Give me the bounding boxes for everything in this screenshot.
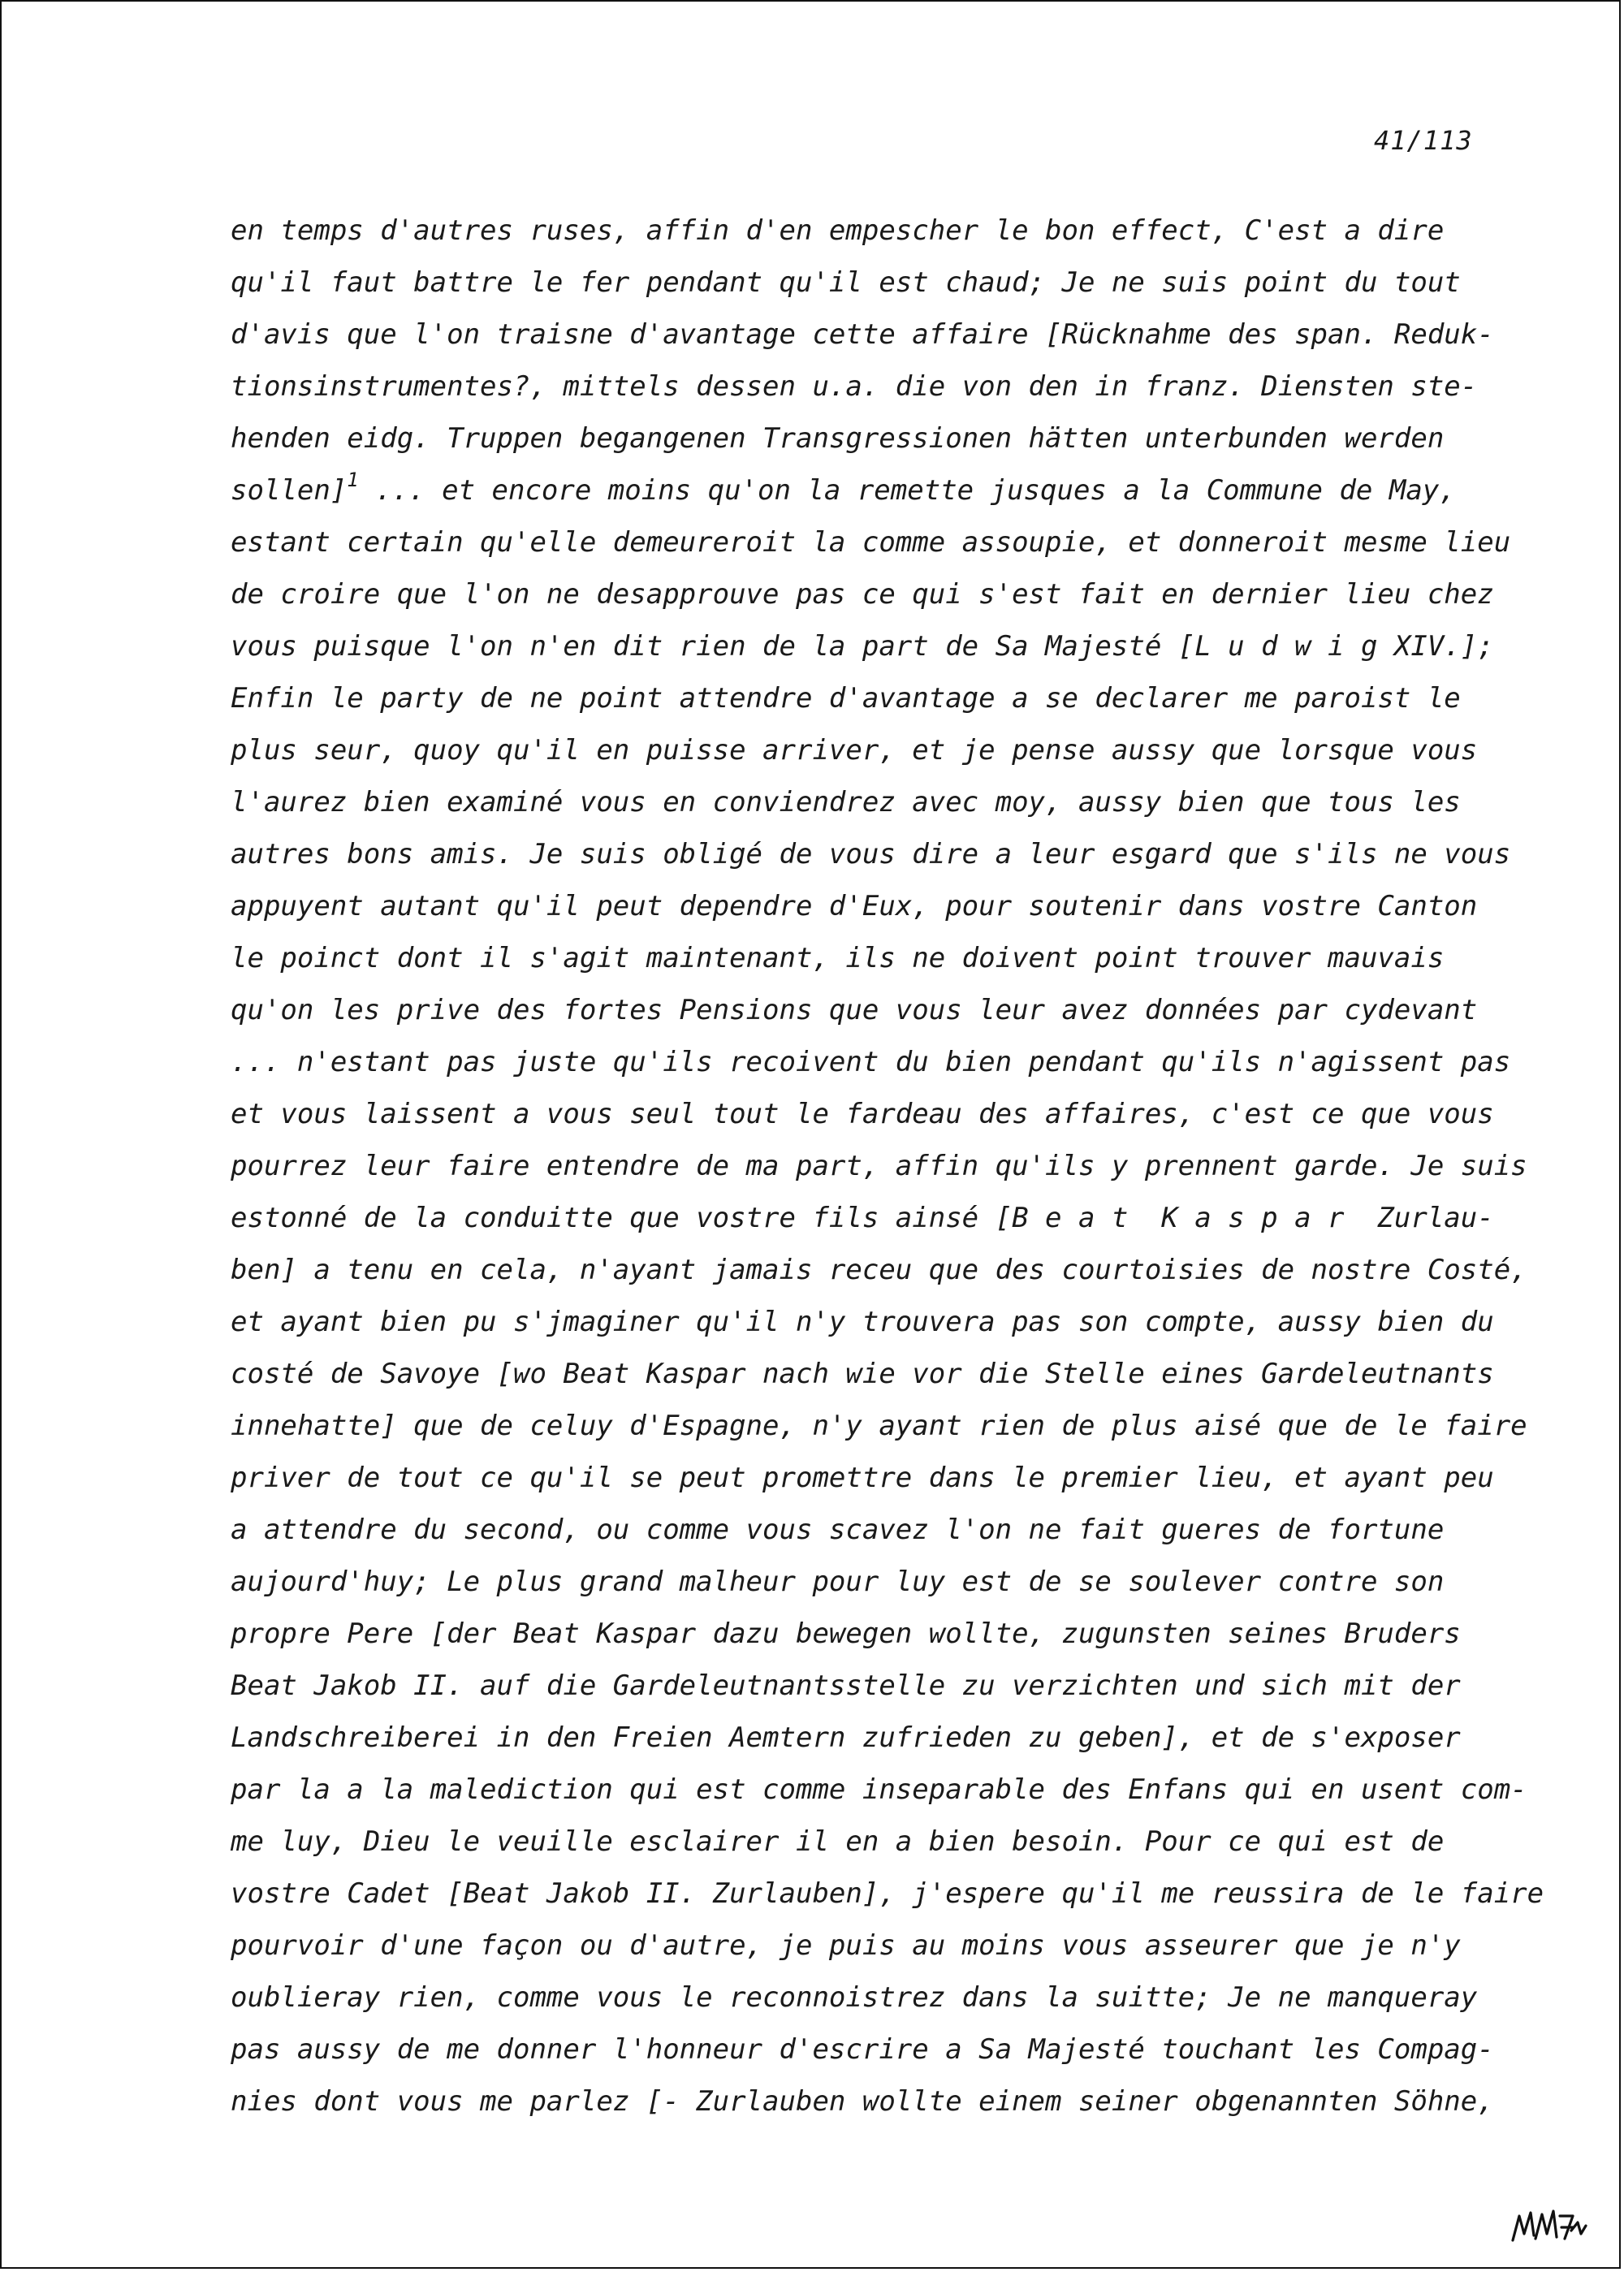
text-line: priver de tout ce qu'il se peut promettre dans le premier lieu, et ayant peu bbox=[231, 1462, 1494, 1494]
text-line-segment: sollen] bbox=[231, 474, 348, 507]
text-line: et vous laissent a vous seul tout le fardeau des affaires, c'est ce que vous bbox=[231, 1098, 1494, 1130]
text-line: me luy, Dieu le veuille esclairer il en a bien besoin. Pour ce qui est de bbox=[231, 1825, 1445, 1858]
text-line: plus seur, quoy qu'il en puisse arriver, et je pense aussy que lorsque vous bbox=[231, 734, 1478, 767]
text-line: Beat Jakob II. auf die Gardeleutnantsstelle zu verzichten und sich mit der bbox=[231, 1669, 1461, 1702]
text-line: qu'on les prive des fortes Pensions que vous leur avez données par cydevant bbox=[231, 994, 1478, 1026]
text-line: aujourd'huy; Le plus grand malheur pour luy est de se soulever contre son bbox=[231, 1566, 1445, 1598]
text-line: tionsinstrumentes?, mittels dessen u.a. die von den in franz. Diensten ste- bbox=[231, 370, 1478, 403]
text-line-segment: ... et encore moins qu'on la remette jusques a la Commune de May, bbox=[358, 474, 1456, 507]
text-line: qu'il faut battre le fer pendant qu'il est chaud; Je ne suis point du tout bbox=[231, 266, 1461, 299]
text-line: costé de Savoye [wo Beat Kaspar nach wie vor die Stelle eines Gardeleutnants bbox=[231, 1358, 1494, 1390]
text-line: ... n'estant pas juste qu'ils recoivent du bien pendant qu'ils n'agissent pas bbox=[231, 1046, 1511, 1078]
text-line: estant certain qu'elle demeureroit la comme assoupie, et donneroit mesme lieu bbox=[231, 526, 1511, 559]
text-line: ben] a tenu en cela, n'ayant jamais receu que des courtoisies de nostre Costé, bbox=[231, 1254, 1527, 1286]
text-line: le poinct dont il s'agit maintenant, ils ne doivent point trouver mauvais bbox=[231, 942, 1445, 974]
footnote-marker: 1 bbox=[347, 469, 359, 491]
text-line: l'aurez bien examiné vous en conviendrez avec moy, aussy bien que tous les bbox=[231, 786, 1461, 819]
handwritten-initials bbox=[1508, 2198, 1589, 2247]
text-line: nies dont vous me parlez [- Zurlauben wollte einem seiner obgenannten Söhne, bbox=[231, 2085, 1494, 2118]
text-line: en temps d'autres ruses, affin d'en empescher le bon effect, C'est a dire bbox=[231, 214, 1445, 247]
text-line: Enfin le party de ne point attendre d'avantage a se declarer me paroist le bbox=[231, 682, 1461, 715]
text-line: d'avis que l'on traisne d'avantage cette affaire [Rücknahme des span. Reduk- bbox=[231, 318, 1494, 351]
text-line: appuyent autant qu'il peut dependre d'Eux, pour soutenir dans vostre Canton bbox=[231, 890, 1478, 922]
text-line: innehatte] que de celuy d'Espagne, n'y ayant rien de plus aisé que de le faire bbox=[231, 1410, 1527, 1442]
text-line: oublieray rien, comme vous le reconnoistrez dans la suitte; Je ne manqueray bbox=[231, 1981, 1478, 2014]
text-line: pourvoir d'une façon ou d'autre, je puis au moins vous asseurer que je n'y bbox=[231, 1929, 1461, 1962]
letter-body bbox=[231, 205, 1544, 2127]
text-line: vostre Cadet [Beat Jakob II. Zurlauben], j'espere qu'il me reussira de le faire bbox=[231, 1877, 1544, 1910]
text-line: henden eidg. Truppen begangenen Transgressionen hätten unterbunden werden bbox=[231, 422, 1445, 455]
text-line: Landschreiberei in den Freien Aemtern zufrieden zu geben], et de s'exposer bbox=[231, 1721, 1461, 1754]
page-number: 41/113 bbox=[1374, 125, 1473, 156]
text-line: propre Pere [der Beat Kaspar dazu bewegen wollte, zugunsten seines Bruders bbox=[231, 1618, 1461, 1650]
text-line: autres bons amis. Je suis obligé de vous dire a leur esgard que s'ils ne vous bbox=[231, 838, 1511, 870]
text-line: et ayant bien pu s'jmaginer qu'il n'y trouvera pas son compte, aussy bien du bbox=[231, 1306, 1494, 1338]
text-line: vous puisque l'on n'en dit rien de la part de Sa Majesté [L u d w i g XIV.]; bbox=[231, 630, 1494, 663]
text-line: pas aussy de me donner l'honneur d'escrire a Sa Majesté touchant les Compag- bbox=[231, 2033, 1494, 2066]
text-line: estonné de la conduitte que vostre fils ainsé [B e a t K a s p a r Zurlau- bbox=[231, 1202, 1494, 1234]
text-line: par la a la malediction qui est comme inseparable des Enfans qui en usent com- bbox=[231, 1773, 1527, 1806]
text-line: a attendre du second, ou comme vous scavez l'on ne fait gueres de fortune bbox=[231, 1514, 1445, 1546]
text-line: de croire que l'on ne desapprouve pas ce qui s'est fait en dernier lieu chez bbox=[231, 578, 1494, 611]
text-line bbox=[231, 464, 1530, 516]
text-line: pourrez leur faire entendre de ma part, affin qu'ils y prennent garde. Je suis bbox=[231, 1150, 1527, 1182]
